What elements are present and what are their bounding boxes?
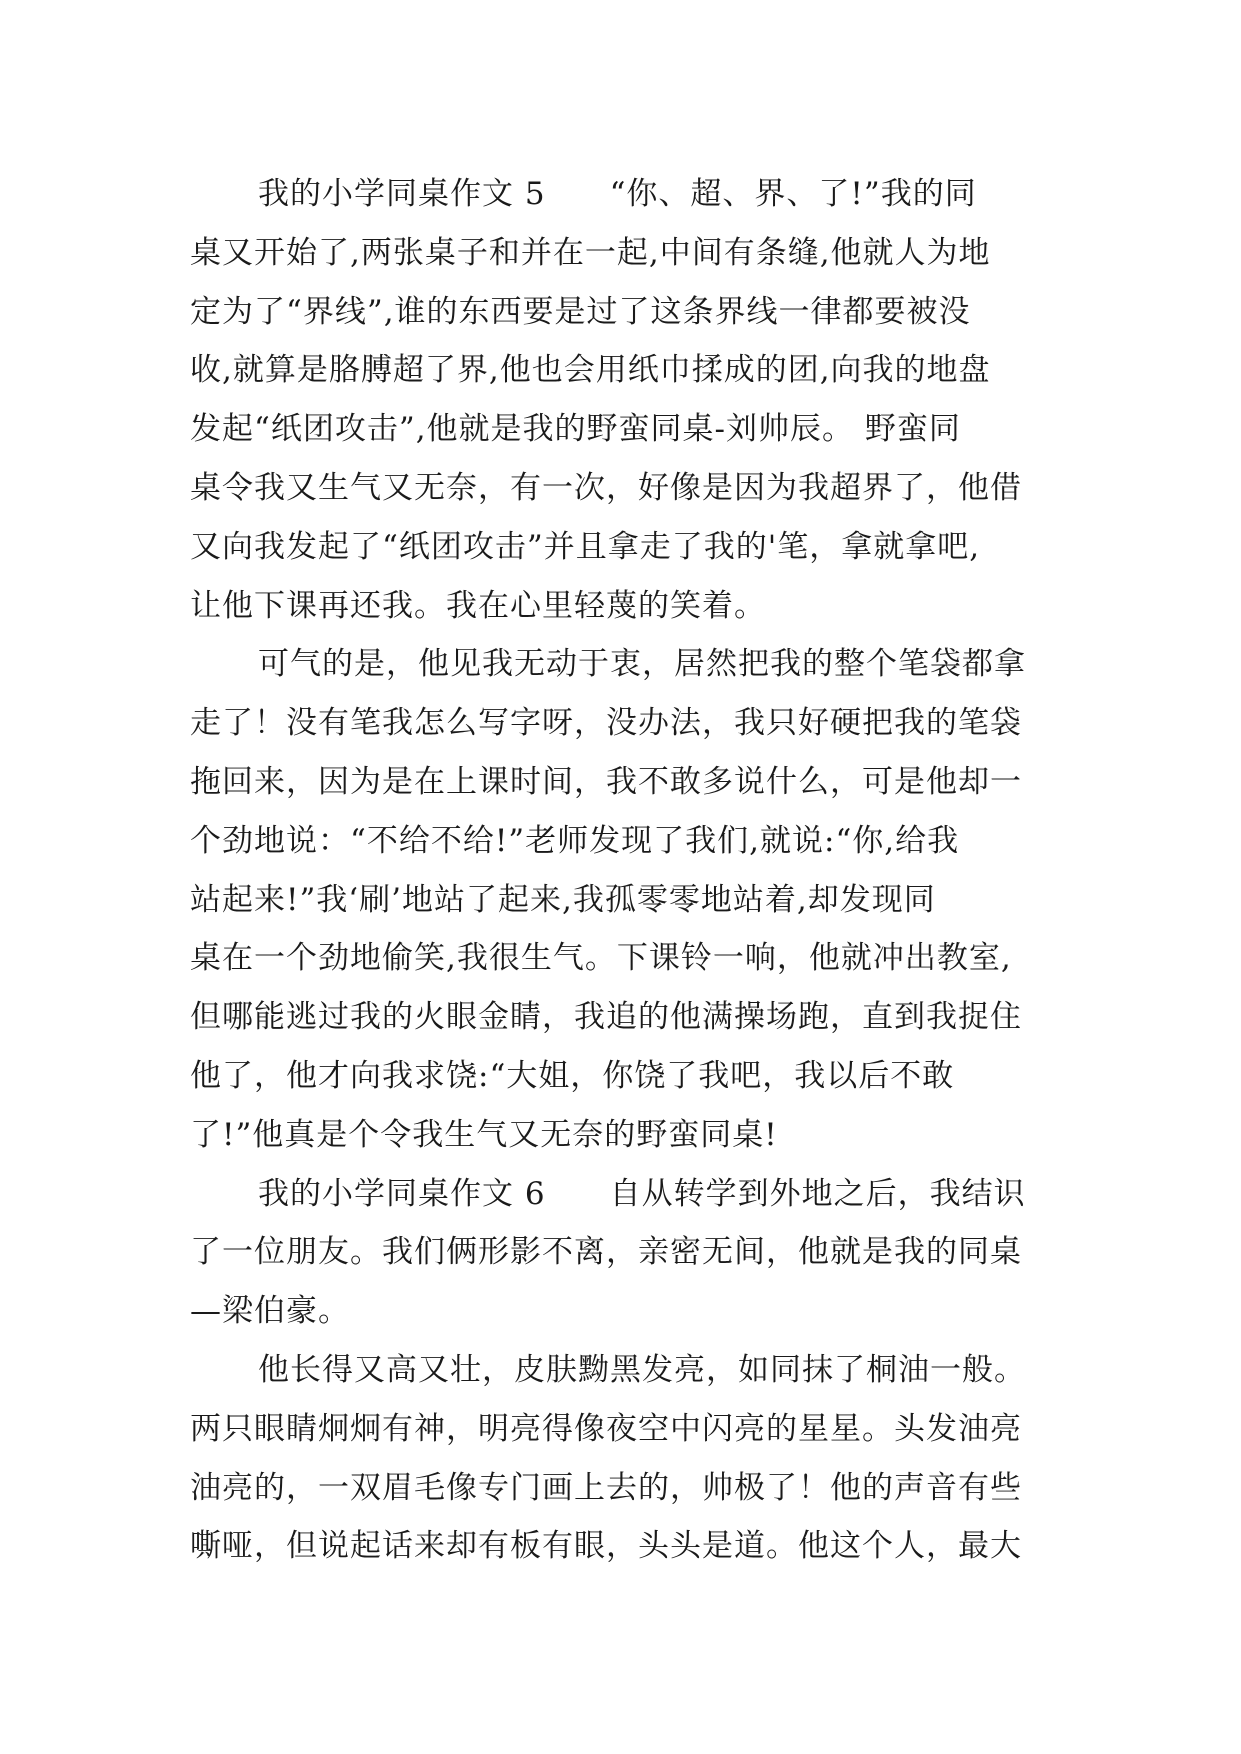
text-line: —梁伯豪。 [190, 1293, 350, 1330]
text-line: 两只眼睛炯炯有神，明亮得像夜空中闪亮的星星。头发油亮 [190, 1410, 1022, 1447]
text-line: 可气的是，他见我无动于衷，居然把我的整个笔袋都拿 [258, 646, 1026, 683]
text-line: 了!”他真是个令我生气又无奈的野蛮同桌! [190, 1116, 778, 1153]
text-line: 油亮的，一双眉毛像专门画上去的，帅极了！他的声音有些 [190, 1469, 1022, 1506]
text-line: 收,就算是胳膊超了界,他也会用纸巾揉成的团,向我的地盘 [190, 352, 991, 389]
text-line: 个劲地说：“不给不给!”老师发现了我们,就说:“你,给我 [190, 822, 960, 859]
text-line: 但哪能逃过我的火眼金睛，我追的他满操场跑，直到我捉住 [190, 999, 1022, 1036]
text-line: 走了！没有笔我怎么写字呀，没办法，我只好硬把我的笔袋 [190, 705, 1022, 742]
text-line: 我的小学同桌作文 5 “你、超、界、了!”我的同 [258, 176, 977, 212]
text-line: 桌在一个劲地偷笑,我很生气。下课铃一响，他就冲出教室, [190, 940, 1012, 977]
text-line: 拖回来，因为是在上课时间，我不敢多说什么，可是他却一 [190, 763, 1022, 800]
text-line: 让他下课再还我。我在心里轻蔑的笑着。 [190, 587, 766, 624]
text-line: 桌令我又生气又无奈，有一次，好像是因为我超界了，他借 [190, 469, 1022, 506]
document-page [190, 165, 1070, 1576]
text-line: 站起来!”我‘刷’地站了起来,我孤零零地站着,却发现同 [190, 881, 936, 918]
text-line: 桌又开始了,两张桌子和并在一起,中间有条缝,他就人为地 [190, 234, 991, 271]
text-line: 他长得又高又壮，皮肤黝黑发亮，如同抹了桐油一般。 [258, 1351, 1026, 1388]
text-line: 又向我发起了“纸团攻击”并且拿走了我的'笔，拿就拿吧, [190, 528, 981, 565]
text-line: 我的小学同桌作文 6 自从转学到外地之后，我结识 [258, 1175, 1026, 1212]
text-line: 嘶哑，但说起话来却有板有眼，头头是道。他这个人，最大 [190, 1528, 1022, 1565]
text-line: 他了，他才向我求饶:“大姐，你饶了我吧，我以后不敢 [190, 1057, 955, 1094]
text-line: 定为了“界线”,谁的东西要是过了这条界线一律都要被没 [190, 293, 971, 330]
text-line: 了一位朋友。我们俩形影不离，亲密无间，他就是我的同桌 [190, 1234, 1022, 1271]
text-line: 发起“纸团攻击”,他就是我的野蛮同桌-刘帅辰。 野蛮同 [190, 411, 961, 448]
